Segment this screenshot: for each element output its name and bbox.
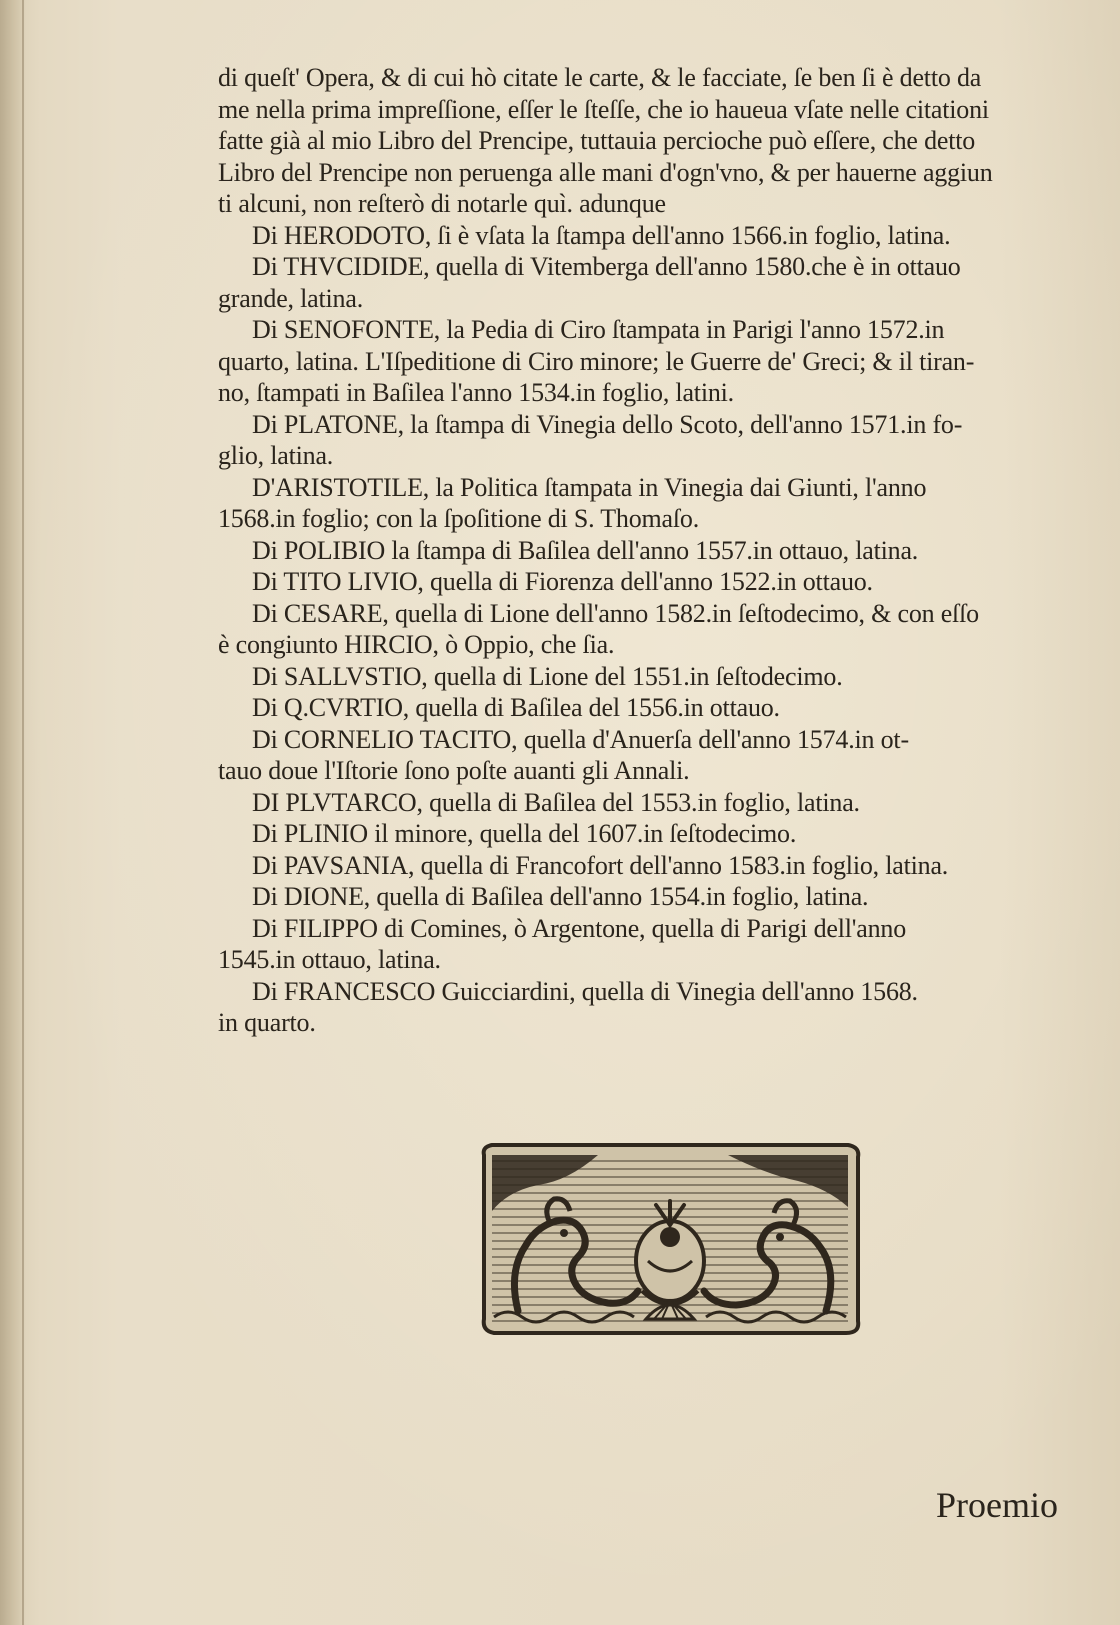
text-line-05: ti alcuni, non reſterò di notarle quì. adunque bbox=[218, 189, 666, 218]
entry-dione: Di DIONE, quella di Baſilea dell'anno 1554.in foglio, latina. bbox=[252, 882, 869, 911]
entry-tito-livio: Di TITO LIVIO, quella di Fiorenza dell'anno 1522.in ottauo. bbox=[252, 567, 873, 596]
entry-platone-cont: glio, latina. bbox=[218, 441, 334, 470]
body-text bbox=[218, 62, 1118, 1039]
entry-senofonte: Di SENOFONTE, la Pedia di Ciro ſtampata in Parigi l'anno 1572.in bbox=[252, 315, 945, 344]
entry-curtio: Di Q.CVRTIO, quella di Baſilea del 1556.in ottauo. bbox=[252, 693, 780, 722]
entry-senofonte-cont-2: no, ſtampati in Baſilea l'anno 1534.in foglio, latini. bbox=[218, 378, 734, 407]
entry-tacito: Di CORNELIO TACITO, quella d'Anuerſa dell'anno 1574.in ot- bbox=[252, 724, 909, 754]
entry-filippo-cont: 1545.in ottauo, latina. bbox=[218, 945, 441, 974]
text-line-03: fatte già al mio Libro del Prencipe, tuttauia percioche può eſſere, che detto bbox=[218, 126, 976, 155]
entry-thucidide-cont: grande, latina. bbox=[218, 283, 363, 313]
entry-senofonte-cont-1: quarto, latina. L'Iſpeditione di Ciro minore; le Guerre de' Greci; & il tiran- bbox=[218, 346, 975, 376]
entry-cesare-cont: è congiunto HIRCIO, ò Oppio, che ſia. bbox=[218, 630, 615, 659]
entry-plutarco: DI PLVTARCO, quella di Baſilea del 1553.in foglio, latina. bbox=[252, 787, 860, 817]
binding-edge bbox=[22, 0, 24, 1625]
entry-francesco: Di FRANCESCO Guicciardini, quella di Vinegia dell'anno 1568. bbox=[252, 976, 918, 1006]
woodcut-ornament bbox=[478, 1141, 862, 1337]
text-line-02: me nella prima impreſſione, eſſer le ſteſſe, che io haueua vſate nelle citationi bbox=[218, 94, 989, 124]
entry-pausania: Di PAVSANIA, quella di Francofort dell'anno 1583.in foglio, latina. bbox=[252, 850, 949, 880]
entry-cesare: Di CESARE, quella di Lione dell'anno 1582.in ſeſtodecimo, & con eſſo bbox=[252, 598, 979, 628]
entry-thucidide: Di THVCIDIDE, quella di Vitemberga dell'anno 1580.che è in ottauo bbox=[252, 252, 961, 281]
entry-herodoto: Di HERODOTO, ſi è vſata la ſtampa dell'anno 1566.in foglio, latina. bbox=[252, 220, 951, 250]
entry-filippo: Di FILIPPO di Comines, ò Argentone, quella di Parigi dell'anno bbox=[252, 913, 907, 943]
entry-aristotile-cont: 1568.in foglio; con la ſpoſitione di S. Thomaſo. bbox=[218, 504, 699, 533]
catchword: Proemio bbox=[936, 1485, 1058, 1525]
entry-platone: Di PLATONE, la ſtampa di Vinegia dello Scoto, dell'anno 1571.in fo- bbox=[252, 409, 963, 439]
entry-sallustio: Di SALLVSTIO, quella di Lione del 1551.in ſeſtodecimo. bbox=[252, 661, 843, 691]
text-line-01: di queſt' Opera, & di cui hò citate le carte, & le facciate, ſe ben ſi è detto da bbox=[218, 63, 982, 92]
entry-polibio: Di POLIBIO la ſtampa di Baſilea dell'anno 1557.in ottauo, latina. bbox=[252, 535, 919, 565]
entry-aristotile: D'ARISTOTILE, la Politica ſtampata in Vinegia dai Giunti, l'anno bbox=[252, 472, 927, 502]
entry-plinio: Di PLINIO il minore, quella del 1607.in ſeſtodecimo. bbox=[252, 819, 797, 848]
entry-francesco-cont: in quarto. bbox=[218, 1008, 316, 1037]
entry-tacito-cont: tauo doue l'Iſtorie ſono poſte auanti gli Annali. bbox=[218, 756, 690, 785]
text-line-04: Libro del Prencipe non peruenga alle mani d'ogn'vno, & per hauerne aggiun bbox=[218, 157, 993, 187]
